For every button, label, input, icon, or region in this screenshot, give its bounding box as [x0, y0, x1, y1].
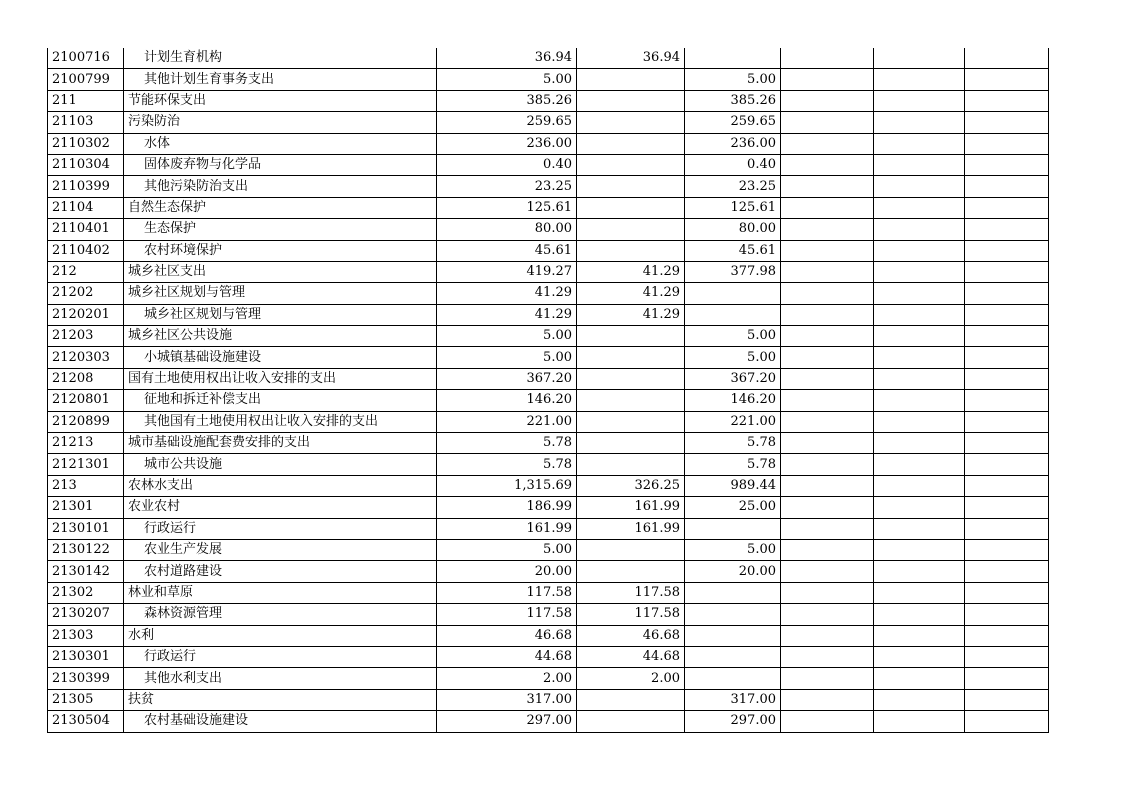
empty-cell — [781, 112, 874, 133]
project-expenditure-cell: 5.00 — [685, 539, 781, 560]
empty-cell — [781, 326, 874, 347]
subject-code-cell: 2130207 — [48, 604, 124, 625]
empty-cell — [965, 390, 1049, 411]
empty-cell — [874, 326, 965, 347]
total-amount-cell: 125.61 — [437, 197, 577, 218]
project-expenditure-cell: 5.00 — [685, 69, 781, 90]
project-expenditure-cell: 125.61 — [685, 197, 781, 218]
table-row — [48, 347, 1049, 368]
empty-cell — [874, 454, 965, 475]
subject-code-cell: 2130504 — [48, 711, 124, 732]
empty-cell — [874, 283, 965, 304]
empty-cell — [965, 454, 1049, 475]
project-expenditure-cell: 0.40 — [685, 154, 781, 175]
empty-cell — [781, 497, 874, 518]
empty-cell — [874, 625, 965, 646]
subject-name-cell: 水体 — [124, 133, 437, 154]
empty-cell — [874, 219, 965, 240]
basic-expenditure-cell — [577, 711, 685, 732]
project-expenditure-cell: 317.00 — [685, 689, 781, 710]
project-expenditure-cell: 236.00 — [685, 133, 781, 154]
basic-expenditure-cell — [577, 390, 685, 411]
subject-code-cell: 21305 — [48, 689, 124, 710]
empty-cell — [874, 176, 965, 197]
subject-name-cell: 农村道路建设 — [124, 561, 437, 582]
project-expenditure-cell: 5.78 — [685, 454, 781, 475]
subject-code-cell: 21301 — [48, 497, 124, 518]
table-row — [48, 582, 1049, 603]
subject-name-cell: 扶贫 — [124, 689, 437, 710]
total-amount-cell: 23.25 — [437, 176, 577, 197]
empty-cell — [874, 497, 965, 518]
subject-name-cell: 城市基础设施配套费安排的支出 — [124, 433, 437, 454]
subject-name-cell: 农村基础设施建设 — [124, 711, 437, 732]
basic-expenditure-cell — [577, 347, 685, 368]
empty-cell — [874, 604, 965, 625]
empty-cell — [781, 304, 874, 325]
subject-code-cell: 2130142 — [48, 561, 124, 582]
empty-cell — [781, 69, 874, 90]
empty-cell — [965, 582, 1049, 603]
project-expenditure-cell: 146.20 — [685, 390, 781, 411]
project-expenditure-cell: 297.00 — [685, 711, 781, 732]
empty-cell — [874, 48, 965, 69]
subject-name-cell: 城乡社区规划与管理 — [124, 283, 437, 304]
project-expenditure-cell: 23.25 — [685, 176, 781, 197]
subject-name-cell: 行政运行 — [124, 518, 437, 539]
basic-expenditure-cell — [577, 112, 685, 133]
empty-cell — [965, 475, 1049, 496]
subject-code-cell: 2120801 — [48, 390, 124, 411]
subject-name-cell: 其他计划生育事务支出 — [124, 69, 437, 90]
empty-cell — [965, 304, 1049, 325]
project-expenditure-cell: 5.78 — [685, 433, 781, 454]
empty-cell — [874, 475, 965, 496]
project-expenditure-cell: 20.00 — [685, 561, 781, 582]
empty-cell — [874, 689, 965, 710]
basic-expenditure-cell — [577, 689, 685, 710]
basic-expenditure-cell — [577, 69, 685, 90]
table-row — [48, 69, 1049, 90]
subject-code-cell: 2130301 — [48, 646, 124, 667]
table-row — [48, 604, 1049, 625]
total-amount-cell: 5.00 — [437, 326, 577, 347]
table-row — [48, 197, 1049, 218]
basic-expenditure-cell — [577, 368, 685, 389]
total-amount-cell: 41.29 — [437, 304, 577, 325]
empty-cell — [781, 668, 874, 689]
table-row — [48, 283, 1049, 304]
project-expenditure-cell: 5.00 — [685, 326, 781, 347]
table-row — [48, 176, 1049, 197]
total-amount-cell: 0.40 — [437, 154, 577, 175]
table-row — [48, 668, 1049, 689]
table-row — [48, 561, 1049, 582]
subject-code-cell: 2110402 — [48, 240, 124, 261]
subject-code-cell: 213 — [48, 475, 124, 496]
project-expenditure-cell — [685, 48, 781, 69]
empty-cell — [965, 646, 1049, 667]
subject-name-cell: 自然生态保护 — [124, 197, 437, 218]
empty-cell — [781, 604, 874, 625]
total-amount-cell: 46.68 — [437, 625, 577, 646]
basic-expenditure-cell — [577, 561, 685, 582]
empty-cell — [965, 197, 1049, 218]
empty-cell — [874, 411, 965, 432]
empty-cell — [874, 646, 965, 667]
empty-cell — [874, 668, 965, 689]
project-expenditure-cell: 25.00 — [685, 497, 781, 518]
table-row — [48, 48, 1049, 69]
empty-cell — [965, 497, 1049, 518]
subject-name-cell: 林业和草原 — [124, 582, 437, 603]
subject-name-cell: 小城镇基础设施建设 — [124, 347, 437, 368]
empty-cell — [874, 90, 965, 111]
total-amount-cell: 44.68 — [437, 646, 577, 667]
empty-cell — [781, 689, 874, 710]
project-expenditure-cell: 367.20 — [685, 368, 781, 389]
project-expenditure-cell: 45.61 — [685, 240, 781, 261]
table-row — [48, 219, 1049, 240]
empty-cell — [874, 711, 965, 732]
basic-expenditure-cell: 161.99 — [577, 518, 685, 539]
total-amount-cell: 117.58 — [437, 582, 577, 603]
basic-expenditure-cell: 44.68 — [577, 646, 685, 667]
empty-cell — [781, 133, 874, 154]
subject-code-cell: 2120303 — [48, 347, 124, 368]
empty-cell — [965, 368, 1049, 389]
empty-cell — [781, 582, 874, 603]
total-amount-cell: 221.00 — [437, 411, 577, 432]
subject-name-cell: 城乡社区公共设施 — [124, 326, 437, 347]
empty-cell — [874, 197, 965, 218]
total-amount-cell: 146.20 — [437, 390, 577, 411]
table-row — [48, 112, 1049, 133]
basic-expenditure-cell: 2.00 — [577, 668, 685, 689]
table-row — [48, 304, 1049, 325]
empty-cell — [874, 539, 965, 560]
empty-cell — [965, 604, 1049, 625]
total-amount-cell: 297.00 — [437, 711, 577, 732]
total-amount-cell: 45.61 — [437, 240, 577, 261]
subject-name-cell: 森林资源管理 — [124, 604, 437, 625]
table-row — [48, 411, 1049, 432]
empty-cell — [781, 90, 874, 111]
subject-name-cell: 农村环境保护 — [124, 240, 437, 261]
project-expenditure-cell: 80.00 — [685, 219, 781, 240]
total-amount-cell: 5.78 — [437, 454, 577, 475]
project-expenditure-cell — [685, 304, 781, 325]
table-row — [48, 154, 1049, 175]
subject-code-cell: 2130101 — [48, 518, 124, 539]
empty-cell — [781, 475, 874, 496]
table-row — [48, 497, 1049, 518]
empty-cell — [965, 411, 1049, 432]
project-expenditure-cell — [685, 625, 781, 646]
empty-cell — [874, 433, 965, 454]
empty-cell — [965, 219, 1049, 240]
table-row — [48, 454, 1049, 475]
total-amount-cell: 5.00 — [437, 69, 577, 90]
empty-cell — [874, 561, 965, 582]
empty-cell — [965, 283, 1049, 304]
total-amount-cell: 186.99 — [437, 497, 577, 518]
subject-code-cell: 212 — [48, 261, 124, 282]
subject-name-cell: 水利 — [124, 625, 437, 646]
empty-cell — [781, 646, 874, 667]
subject-name-cell: 农业农村 — [124, 497, 437, 518]
table-row — [48, 475, 1049, 496]
empty-cell — [965, 518, 1049, 539]
total-amount-cell: 117.58 — [437, 604, 577, 625]
empty-cell — [781, 368, 874, 389]
project-expenditure-cell — [685, 283, 781, 304]
table-row — [48, 133, 1049, 154]
project-expenditure-cell: 5.00 — [685, 347, 781, 368]
table-row — [48, 390, 1049, 411]
subject-code-cell: 21104 — [48, 197, 124, 218]
empty-cell — [965, 347, 1049, 368]
total-amount-cell: 36.94 — [437, 48, 577, 69]
subject-code-cell: 2121301 — [48, 454, 124, 475]
table-row — [48, 711, 1049, 732]
basic-expenditure-cell — [577, 197, 685, 218]
basic-expenditure-cell — [577, 240, 685, 261]
empty-cell — [781, 176, 874, 197]
subject-code-cell: 21302 — [48, 582, 124, 603]
empty-cell — [781, 283, 874, 304]
table-row — [48, 240, 1049, 261]
subject-code-cell: 21203 — [48, 326, 124, 347]
total-amount-cell: 259.65 — [437, 112, 577, 133]
empty-cell — [781, 347, 874, 368]
project-expenditure-cell — [685, 604, 781, 625]
basic-expenditure-cell — [577, 154, 685, 175]
subject-name-cell: 其他污染防治支出 — [124, 176, 437, 197]
empty-cell — [965, 154, 1049, 175]
basic-expenditure-cell: 36.94 — [577, 48, 685, 69]
empty-cell — [874, 261, 965, 282]
table-row — [48, 646, 1049, 667]
empty-cell — [965, 561, 1049, 582]
project-expenditure-cell — [685, 582, 781, 603]
subject-name-cell: 计划生育机构 — [124, 48, 437, 69]
empty-cell — [781, 390, 874, 411]
empty-cell — [965, 112, 1049, 133]
subject-code-cell: 2130122 — [48, 539, 124, 560]
total-amount-cell: 1,315.69 — [437, 475, 577, 496]
total-amount-cell: 20.00 — [437, 561, 577, 582]
table-row — [48, 368, 1049, 389]
empty-cell — [781, 454, 874, 475]
subject-name-cell: 城乡社区支出 — [124, 261, 437, 282]
subject-code-cell: 2110401 — [48, 219, 124, 240]
total-amount-cell: 236.00 — [437, 133, 577, 154]
subject-name-cell: 污染防治 — [124, 112, 437, 133]
subject-code-cell: 21303 — [48, 625, 124, 646]
basic-expenditure-cell — [577, 90, 685, 111]
total-amount-cell: 385.26 — [437, 90, 577, 111]
table-row — [48, 261, 1049, 282]
empty-cell — [781, 219, 874, 240]
empty-cell — [781, 154, 874, 175]
subject-name-cell: 节能环保支出 — [124, 90, 437, 111]
basic-expenditure-cell: 41.29 — [577, 304, 685, 325]
total-amount-cell: 5.78 — [437, 433, 577, 454]
total-amount-cell: 161.99 — [437, 518, 577, 539]
basic-expenditure-cell: 41.29 — [577, 261, 685, 282]
basic-expenditure-cell: 46.68 — [577, 625, 685, 646]
basic-expenditure-cell — [577, 454, 685, 475]
subject-code-cell: 211 — [48, 90, 124, 111]
empty-cell — [965, 48, 1049, 69]
empty-cell — [965, 261, 1049, 282]
subject-name-cell: 农林水支出 — [124, 475, 437, 496]
total-amount-cell: 367.20 — [437, 368, 577, 389]
basic-expenditure-cell: 41.29 — [577, 283, 685, 304]
subject-code-cell: 21213 — [48, 433, 124, 454]
subject-code-cell: 2130399 — [48, 668, 124, 689]
basic-expenditure-cell — [577, 176, 685, 197]
subject-code-cell: 2110302 — [48, 133, 124, 154]
basic-expenditure-cell — [577, 219, 685, 240]
subject-code-cell: 2110304 — [48, 154, 124, 175]
project-expenditure-cell — [685, 518, 781, 539]
total-amount-cell: 419.27 — [437, 261, 577, 282]
empty-cell — [874, 368, 965, 389]
empty-cell — [965, 133, 1049, 154]
empty-cell — [874, 582, 965, 603]
total-amount-cell: 5.00 — [437, 347, 577, 368]
subject-code-cell: 2120899 — [48, 411, 124, 432]
budget-table — [47, 48, 1049, 733]
empty-cell — [874, 390, 965, 411]
project-expenditure-cell: 385.26 — [685, 90, 781, 111]
project-expenditure-cell: 221.00 — [685, 411, 781, 432]
project-expenditure-cell: 377.98 — [685, 261, 781, 282]
empty-cell — [781, 48, 874, 69]
empty-cell — [781, 518, 874, 539]
subject-code-cell: 21208 — [48, 368, 124, 389]
basic-expenditure-cell: 161.99 — [577, 497, 685, 518]
empty-cell — [965, 69, 1049, 90]
subject-name-cell: 国有土地使用权出让收入安排的支出 — [124, 368, 437, 389]
subject-name-cell: 征地和拆迁补偿支出 — [124, 390, 437, 411]
subject-name-cell: 固体废弃物与化学品 — [124, 154, 437, 175]
subject-code-cell: 2110399 — [48, 176, 124, 197]
empty-cell — [781, 711, 874, 732]
empty-cell — [965, 176, 1049, 197]
total-amount-cell: 80.00 — [437, 219, 577, 240]
table-row — [48, 539, 1049, 560]
subject-name-cell: 城市公共设施 — [124, 454, 437, 475]
subject-code-cell: 2100716 — [48, 48, 124, 69]
table-row — [48, 326, 1049, 347]
empty-cell — [874, 347, 965, 368]
empty-cell — [874, 240, 965, 261]
project-expenditure-cell — [685, 646, 781, 667]
subject-name-cell: 农业生产发展 — [124, 539, 437, 560]
subject-name-cell: 其他水利支出 — [124, 668, 437, 689]
project-expenditure-cell: 259.65 — [685, 112, 781, 133]
empty-cell — [874, 304, 965, 325]
empty-cell — [965, 433, 1049, 454]
empty-cell — [965, 539, 1049, 560]
empty-cell — [874, 112, 965, 133]
project-expenditure-cell: 989.44 — [685, 475, 781, 496]
subject-code-cell: 2100799 — [48, 69, 124, 90]
basic-expenditure-cell: 117.58 — [577, 604, 685, 625]
subject-name-cell: 行政运行 — [124, 646, 437, 667]
basic-expenditure-cell — [577, 133, 685, 154]
basic-expenditure-cell — [577, 539, 685, 560]
empty-cell — [965, 689, 1049, 710]
table-row — [48, 689, 1049, 710]
empty-cell — [965, 625, 1049, 646]
table-row — [48, 625, 1049, 646]
subject-name-cell: 生态保护 — [124, 219, 437, 240]
subject-code-cell: 2120201 — [48, 304, 124, 325]
empty-cell — [781, 561, 874, 582]
total-amount-cell: 5.00 — [437, 539, 577, 560]
total-amount-cell: 317.00 — [437, 689, 577, 710]
empty-cell — [874, 133, 965, 154]
table-row — [48, 518, 1049, 539]
table-row — [48, 433, 1049, 454]
basic-expenditure-cell — [577, 326, 685, 347]
empty-cell — [965, 711, 1049, 732]
basic-expenditure-cell — [577, 433, 685, 454]
basic-expenditure-cell — [577, 411, 685, 432]
empty-cell — [781, 625, 874, 646]
total-amount-cell: 41.29 — [437, 283, 577, 304]
empty-cell — [965, 240, 1049, 261]
empty-cell — [781, 539, 874, 560]
empty-cell — [965, 326, 1049, 347]
empty-cell — [874, 154, 965, 175]
empty-cell — [781, 433, 874, 454]
empty-cell — [781, 411, 874, 432]
empty-cell — [965, 90, 1049, 111]
empty-cell — [874, 69, 965, 90]
empty-cell — [781, 261, 874, 282]
empty-cell — [781, 240, 874, 261]
empty-cell — [965, 668, 1049, 689]
empty-cell — [781, 197, 874, 218]
table-row — [48, 90, 1049, 111]
subject-name-cell: 城乡社区规划与管理 — [124, 304, 437, 325]
project-expenditure-cell — [685, 668, 781, 689]
table-body — [48, 48, 1049, 732]
subject-code-cell: 21202 — [48, 283, 124, 304]
subject-name-cell: 其他国有土地使用权出让收入安排的支出 — [124, 411, 437, 432]
empty-cell — [874, 518, 965, 539]
total-amount-cell: 2.00 — [437, 668, 577, 689]
subject-code-cell: 21103 — [48, 112, 124, 133]
basic-expenditure-cell: 326.25 — [577, 475, 685, 496]
basic-expenditure-cell: 117.58 — [577, 582, 685, 603]
